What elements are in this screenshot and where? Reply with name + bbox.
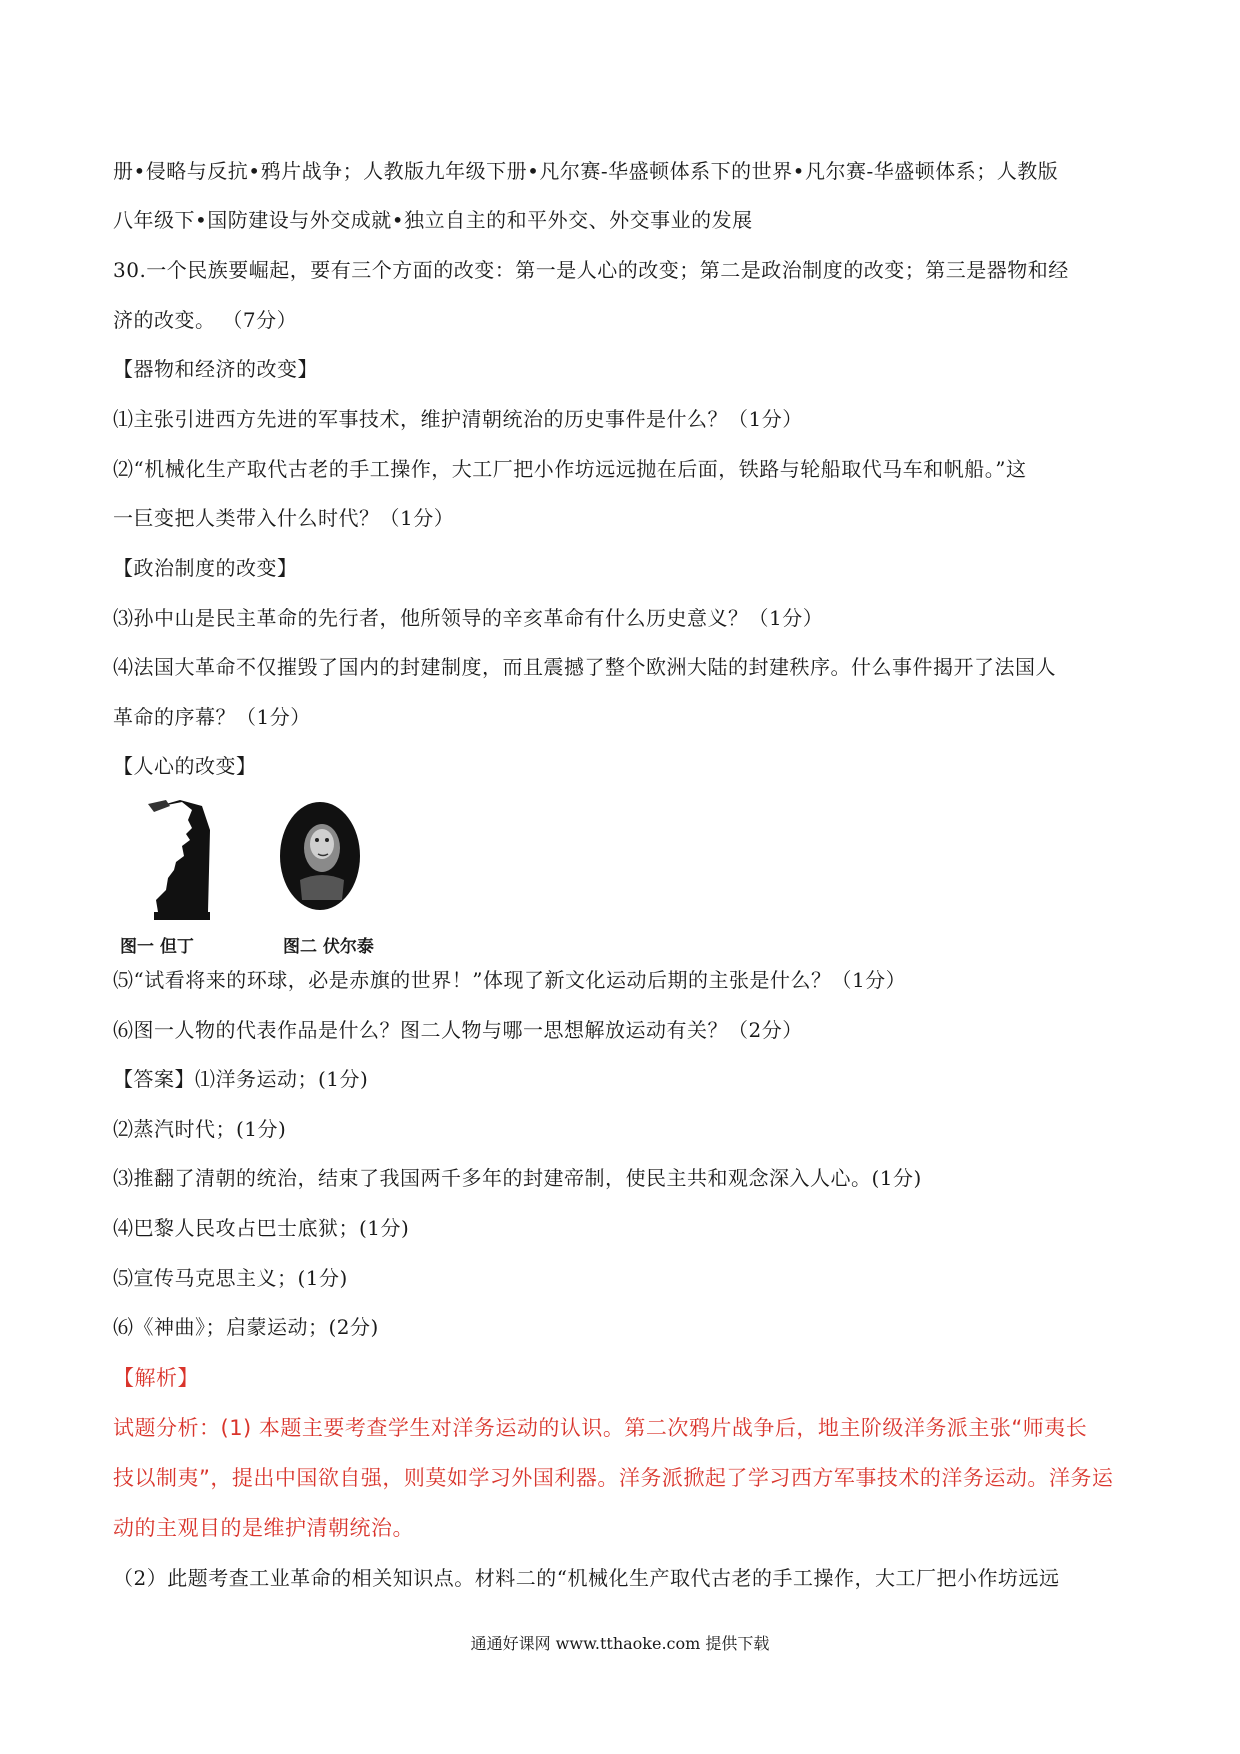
sub-question-1: ⑴主张引进西方先进的军事技术，维护清朝统治的历史事件是什么？（1分） — [113, 407, 803, 431]
text-line-2: 八年级下•国防建设与外交成就•独立自主的和平外交、外交事业的发展 — [113, 208, 753, 232]
figure-2-caption: 图二 伏尔泰 — [283, 937, 374, 957]
section-heading-politics: 【政治制度的改变】 — [113, 556, 298, 580]
sub-question-5: ⑸“试看将来的环球，必是赤旗的世界！”体现了新文化运动后期的主张是什么？（1分） — [113, 968, 907, 992]
figure-1-caption: 图一 但丁 — [120, 937, 194, 957]
sub-question-3: ⑶孙中山是民主革命的先行者，他所领导的辛亥革命有什么历史意义？（1分） — [113, 606, 824, 630]
text-line-1: 册•侵略与反抗•鸦片战争；人教版九年级下册•凡尔赛-华盛顿体系下的世界•凡尔赛-华盛顿体系；人教版 — [113, 159, 1059, 183]
voltaire-portrait-image — [270, 800, 370, 925]
analysis-line-1: 试题分析：(1) 本题主要考查学生对洋务运动的认识。第二次鸦片战争后，地主阶级洋务派主张“师夷长 — [113, 1416, 1088, 1440]
answer-5: ⑸宣传马克思主义；(1分) — [113, 1266, 348, 1290]
sub-question-6: ⑹图一人物的代表作品是什么？图二人物与哪一思想解放运动有关？（2分） — [113, 1018, 803, 1042]
section-heading-mind: 【人心的改变】 — [113, 754, 257, 778]
question-30-intro: 30.一个民族要崛起，要有三个方面的改变：第一是人心的改变；第二是政治制度的改变；第三是器物和经 — [113, 258, 1069, 282]
page-footer: 通通好课网 www.tthaoke.com 提供下载 — [470, 1634, 770, 1653]
analysis-heading: 【解析】 — [113, 1366, 199, 1390]
question-30-score: 济的改变。 （7分） — [113, 308, 298, 332]
answer-3: ⑶推翻了清朝的统治，结束了我国两千多年的封建帝制，使民主共和观念深入人心。(1分) — [113, 1166, 922, 1190]
answer-4: ⑷巴黎人民攻占巴士底狱；(1分) — [113, 1216, 410, 1240]
analysis-line-4: （2）此题考查工业革命的相关知识点。材料二的“机械化生产取代古老的手工操作，大工厂把小作坊远远 — [113, 1566, 1060, 1590]
answer-1: 【答案】⑴洋务运动；(1分) — [113, 1067, 369, 1091]
analysis-line-2: 技以制夷”，提出中国欲自强，则莫如学习外国利器。洋务派掀起了学习西方军事技术的洋务运动。洋务运 — [113, 1466, 1114, 1490]
sub-question-4-part1: ⑷法国大革命不仅摧毁了国内的封建制度，而且震撼了整个欧洲大陆的封建秩序。什么事件揭开了法国人 — [113, 655, 1056, 679]
analysis-line-3: 动的主观目的是维护清朝统治。 — [113, 1516, 414, 1540]
sub-question-4-part2: 革命的序幕？（1分） — [113, 705, 311, 729]
dante-portrait-image — [130, 800, 230, 925]
section-heading-economy: 【器物和经济的改变】 — [113, 357, 318, 381]
answer-2: ⑵蒸汽时代；(1分) — [113, 1117, 287, 1141]
answer-6: ⑹《神曲》；启蒙运动；(2分) — [113, 1315, 379, 1339]
sub-question-2-part2: 一巨变把人类带入什么时代？（1分） — [113, 506, 455, 530]
sub-question-2-part1: ⑵“机械化生产取代古老的手工操作，大工厂把小作坊远远抛在后面，铁路与轮船取代马车和帆船。”这 — [113, 457, 1027, 481]
figures-block — [120, 800, 420, 965]
